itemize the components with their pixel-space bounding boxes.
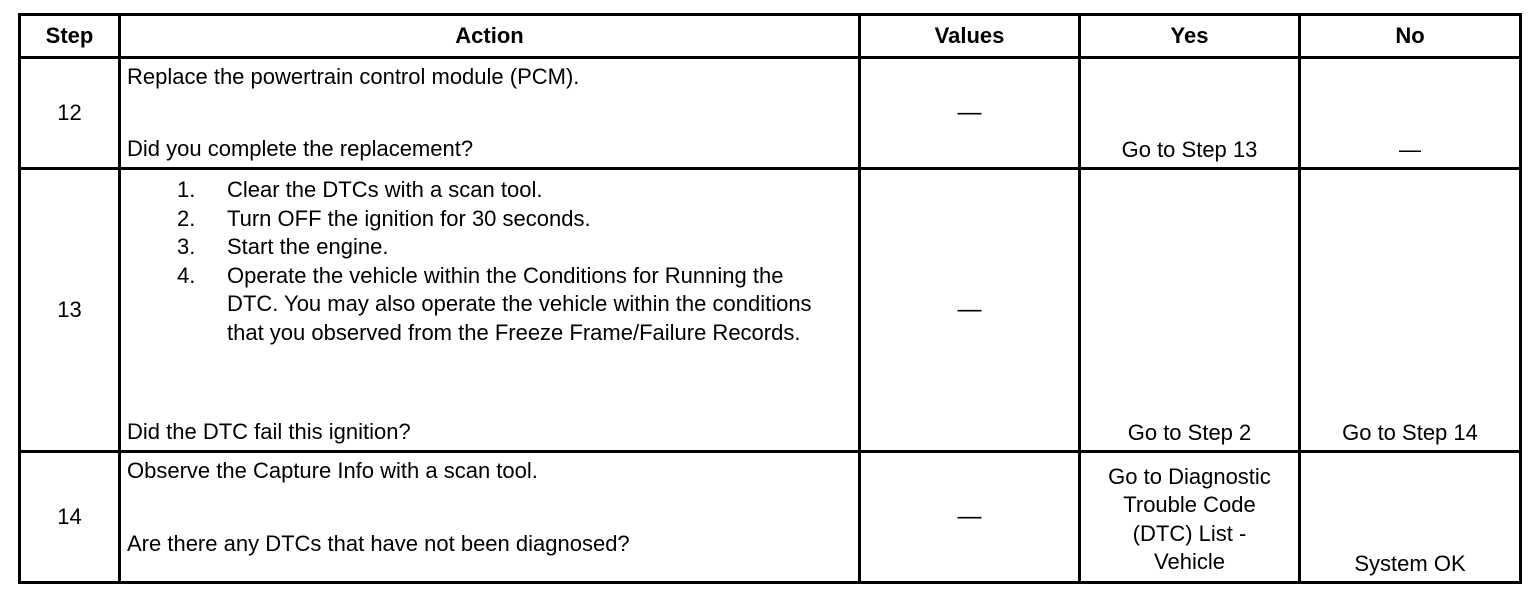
step-number: 12 [20,58,120,169]
action-cell [120,169,860,452]
list-item [177,176,852,205]
header-row [20,15,1521,58]
list-item-number: 4. [177,262,196,288]
list-item [177,233,852,262]
yes-link-text: Go to Diagnostic Trouble Code (DTC) List - Vehicle [1108,463,1271,575]
action-text: Replace the powertrain control module (PCM). [127,64,580,89]
step-number: 13 [20,169,120,452]
header-action: Action [120,15,860,58]
action-question: Are there any DTCs that have not been diagnosed? [127,531,630,557]
diagnostic-table [18,13,1522,584]
list-item-number: 1. [177,177,196,202]
action-cell [120,452,860,583]
list-item-text: Operate the vehicle within the Conditions for Running the DTC. You may also operate the vehicle within the conditions that you observed from the Freeze Frame/Failure Records. [227,262,812,345]
list-item-number: 3. [177,234,196,260]
action-cell [120,58,860,169]
values-cell: — [860,169,1080,452]
values-cell: — [860,452,1080,583]
action-question: Did you complete the replacement? [127,136,474,162]
list-item-number: 2. [177,205,196,231]
header-no: No [1300,15,1521,58]
yes-cell: Go to Step 2 [1080,169,1300,452]
header-yes: Yes [1080,15,1300,58]
action-text: Observe the Capture Info with a scan tool. [127,458,538,483]
no-cell: System OK [1300,452,1521,583]
table-row [20,58,1521,169]
header-step: Step [20,15,120,58]
no-cell: — [1300,58,1521,169]
values-cell: — [860,58,1080,169]
list-item [177,262,827,348]
action-question: Did the DTC fail this ignition? [127,419,411,445]
list-item-text: Clear the DTCs with a scan tool. [227,177,543,202]
header-values: Values [860,15,1080,58]
step-number: 14 [20,452,120,583]
no-cell: Go to Step 14 [1300,169,1521,452]
yes-cell: Go to Step 13 [1080,58,1300,169]
table-row [20,169,1521,452]
list-item-text: Start the engine. [227,234,389,260]
table-row [20,452,1521,583]
yes-cell [1080,452,1300,583]
action-steps-list [127,176,852,348]
list-item [177,205,852,234]
list-item-text: Turn OFF the ignition for 30 seconds. [227,205,591,231]
